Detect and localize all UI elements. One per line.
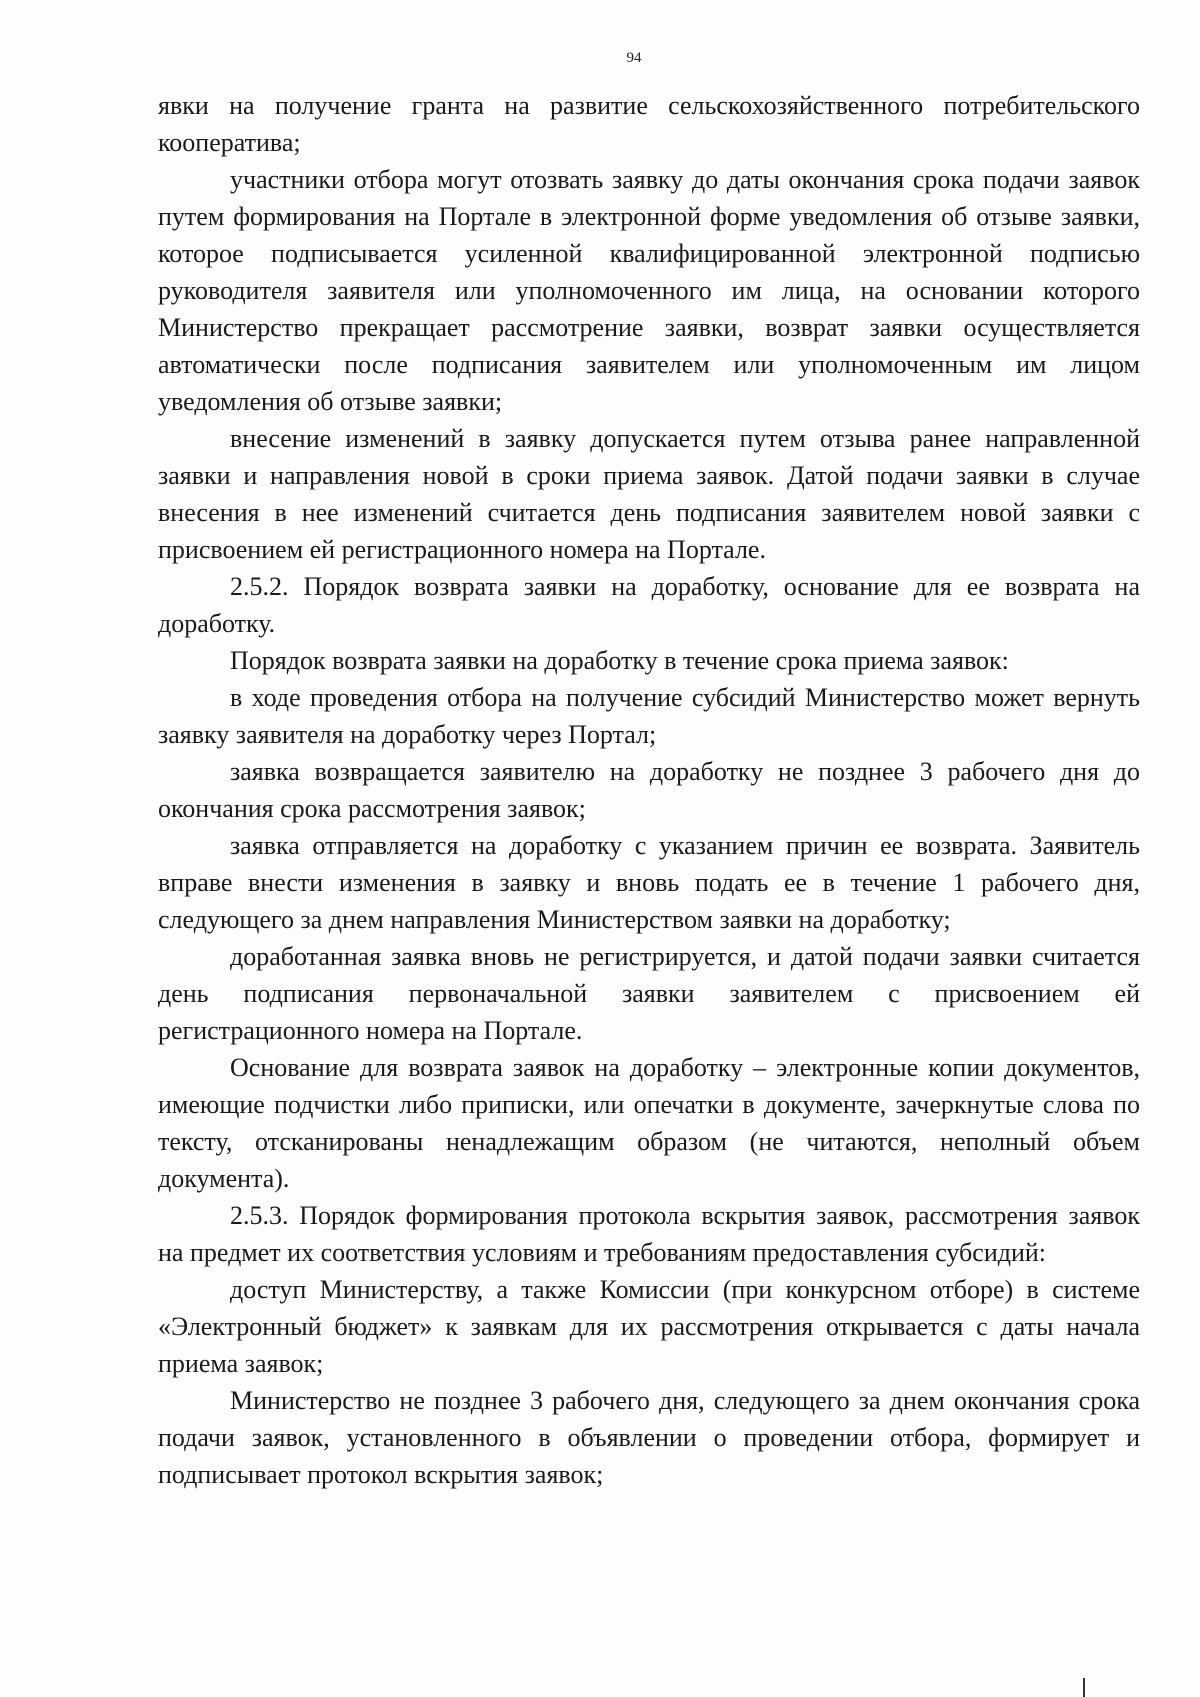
paragraph: заявка отправляется на доработку с указанием причин ее возврата. Заявитель вправе внести изменения в заявку и вновь подать ее в течение 1 рабочего дня, следующего за днем направления Министерством заявки на доработку; — [158, 831, 1140, 934]
paragraph: Основание для возврата заявок на доработку – электронные копии документов, имеющие подчистки либо приписки, или опечатки в документе, зачеркнутые слова по тексту, отсканированы ненадлежащим образом (не читаются, неполный объем документа). — [158, 1053, 1140, 1193]
page-number: 94 — [626, 50, 642, 66]
section-heading-2-5-3: 2.5.3. Порядок формирования протокола вскрытия заявок, рассмотрения заявок на предмет их соответствия условиям и требованиям предоставления субсидий: — [158, 1201, 1140, 1267]
paragraph: явки на получение гранта на развитие сельскохозяйственного потребительского кооператива; — [158, 91, 1140, 157]
paragraph: участники отбора могут отозвать заявку до даты окончания срока подачи заявок путем формирования на Портале в электронной форме уведомления об отзыве заявки, которое подписывается усиленной квалифицированной электронной подписью руководителя заявителя или уполномоченного им лица, на основании которого Министерство прекращает рассмотрение заявки, возврат заявки осуществляется автоматически после подписания заявителем или уполномоченным им лицом уведомления об отзыве заявки; — [158, 165, 1140, 416]
paragraph: в ходе проведения отбора на получение субсидий Министерство может вернуть заявку заявителя на доработку через Портал; — [158, 683, 1140, 749]
paragraph: заявка возвращается заявителю на доработку не позднее 3 рабочего дня до окончания срока рассмотрения заявок; — [158, 757, 1140, 823]
paragraph: Порядок возврата заявки на доработку в течение срока приема заявок: — [230, 646, 1009, 675]
paragraph: доступ Министерству, а также Комиссии (при конкурсном отборе) в системе «Электронный бюджет» к заявкам для их рассмотрения открывается с даты начала приема заявок; — [158, 1275, 1140, 1378]
scan-edge-mark — [1083, 1678, 1085, 1697]
section-heading-2-5-2: 2.5.2. Порядок возврата заявки на доработку, основание для ее возврата на доработку. — [158, 572, 1140, 638]
paragraph: доработанная заявка вновь не регистрируется, и датой подачи заявки считается день подписания первоначальной заявки заявителем с присвоением ей регистрационного номера на Портале. — [158, 942, 1140, 1045]
paragraph: Министерство не позднее 3 рабочего дня, следующего за днем окончания срока подачи заявок, установленного в объявлении о проведении отбора, формирует и подписывает протокол вскрытия заявок; — [158, 1386, 1140, 1489]
paragraph: внесение изменений в заявку допускается путем отзыва ранее направленной заявки и направления новой в сроки приема заявок. Датой подачи заявки в случае внесения в нее изменений считается день подписания заявителем новой заявки с присвоением ей регистрационного номера на Портале. — [158, 424, 1140, 564]
document-body — [158, 87, 1140, 1493]
